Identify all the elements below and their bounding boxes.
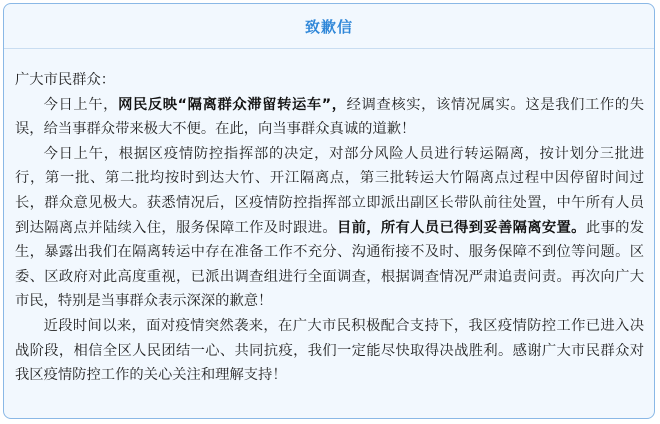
paragraph-2-bold: 目前，所有人员已得到妥善隔离安置。 (337, 219, 586, 236)
paragraph-1-text-c: 经调查核实，该情况属实。这是我们工作的失误，给当事群众带来极大不便。在此，向当事群众真诚的道歉！ (15, 96, 645, 138)
letter-title: 致歉信 (304, 17, 353, 36)
letter-card (3, 3, 655, 419)
letter-body (4, 49, 654, 388)
paragraph-1-text-a: 今日上午， (43, 96, 119, 113)
title-bar (4, 4, 654, 48)
paragraph-1-bold: 网民反映“隔离群众滞留转运车”， (118, 96, 347, 113)
paragraph-1 (15, 93, 644, 142)
paragraph-2-text-c: 此事的发生，暴露出我们在隔离转运中存在准备工作不充分、沟通衔接不及时、服务保障不到位等问题。区委、区政府对此高度重视，已派出调查组进行全面调查，根据调查情况严肃追责问责。再次向广大市民，特别是当事群众表示深深的歉意！ (15, 219, 645, 310)
paragraph-2 (15, 142, 644, 314)
paragraph-3: 近段时间以来，面对疫情突然袭来，在广大市民积极配合支持下，我区疫情防控工作已进入决战阶段，相信全区人民团结一心、共同抗疫，我们一定能尽快取得决战胜利。感谢广大市民群众对我区疫情防控工作的关心关注和理解支持！ (15, 317, 644, 384)
letter-greeting: 广大市民群众： (15, 72, 116, 88)
paragraph-2-text-a: 今日上午，根据区疫情防控指挥部的决定，对部分风险人员进行转运隔离，按计划分三批进行，第一批、第二批均按时到达大竹、开江隔离点，第三批转运大竹隔离点过程中因停留时间过长，群众意见极大。获悉情况后，区疫情防控指挥部立即派出副区长带队前往处置，中午所有人员到达隔离点并陆续入住，服务保障工作及时跟进。 (15, 145, 644, 236)
